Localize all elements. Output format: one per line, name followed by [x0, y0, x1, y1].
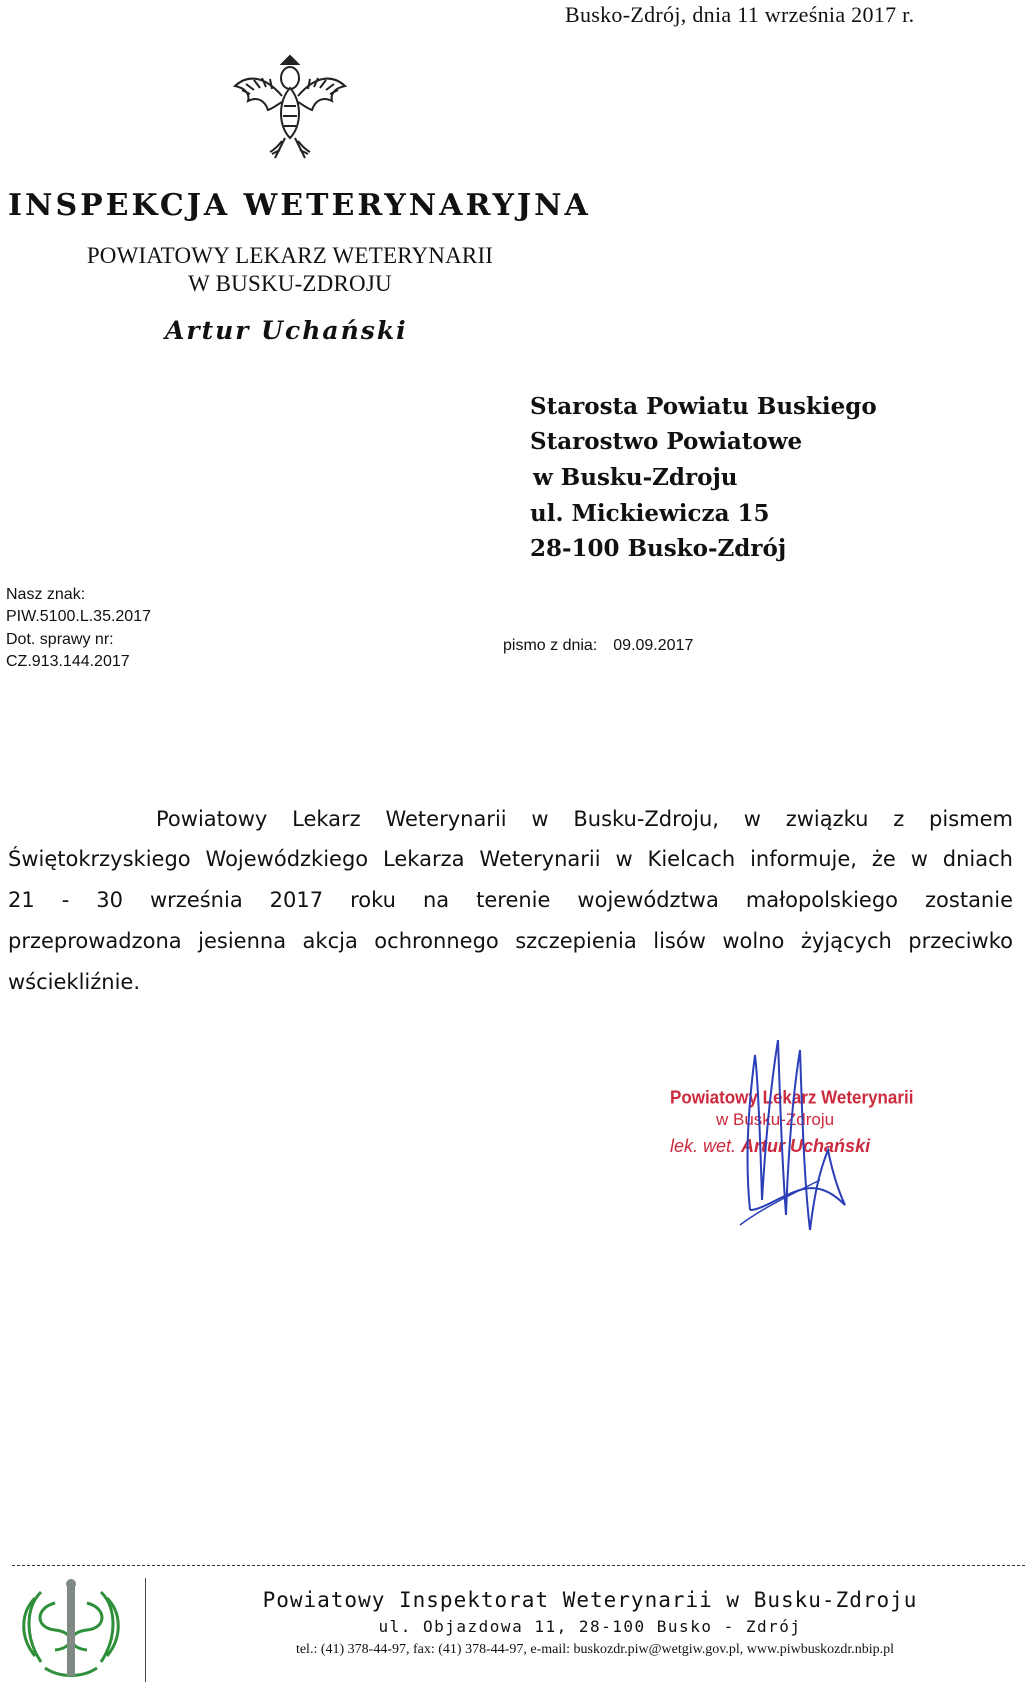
footer-contact: tel.: (41) 378-44-97, fax: (41) 378-44-97, e-mail: buskozdr.piw@wetgiw.gov.pl, www.piwbuskozdr.nbip.pl — [295, 1642, 895, 1657]
agency-title: INSPEKCJA WETERYNARYJNA — [8, 188, 591, 223]
case-number-value: CZ.913.144.2017 — [6, 653, 130, 670]
footer-vertical-rule — [145, 1578, 146, 1682]
addressee-street: ul. Mickiewicza 15 — [530, 500, 770, 527]
body-line: Powiatowy Lekarz Weterynarii w Busku-Zdroju, w związku z pismem — [156, 807, 1013, 831]
handwritten-signature — [720, 1010, 880, 1240]
body-line: 21 - 30 września 2017 roku na terenie województwa małopolskiego zostanie — [8, 888, 1013, 912]
office-name-line2: W BUSKU-ZDROJU — [188, 271, 392, 296]
stamp-line2: w Busku-Zdroju — [716, 1110, 835, 1129]
official-name: Artur Uchański — [165, 316, 408, 345]
footer-address: ul. Objazdowa 11, 28-100 Busko - Zdrój — [378, 1617, 802, 1636]
polish-eagle-emblem-icon — [230, 46, 350, 171]
case-number-label: Dot. sprawy nr: — [6, 631, 114, 648]
office-name-line1: POWIATOWY LEKARZ WETERYNARII — [86, 243, 494, 268]
addressee-line1: Starosta Powiatu Buskiego — [530, 393, 877, 420]
stamp-line1: Powiatowy Lekarz Weterynarii — [670, 1087, 914, 1108]
stamp-title: lek. wet. — [670, 1136, 737, 1156]
addressee-line2: Starostwo Powiatowe — [530, 428, 803, 455]
referenced-letter-date-value: 09.09.2017 — [613, 637, 694, 654]
footer-institution: Powiatowy Inspektorat Weterynarii w Busku-Zdroju — [262, 1588, 918, 1612]
veterinary-caduceus-logo-icon — [15, 1578, 127, 1682]
letter-date-place: Busko-Zdrój, dnia 11 września 2017 r. — [565, 2, 915, 27]
addressee-postcode-city: 28-100 Busko-Zdrój — [530, 535, 787, 562]
our-ref-label: Nasz znak: — [6, 586, 86, 603]
body-line: przeprowadzona jesienna akcja ochronnego szczepienia lisów wolno żyjących przeciwko — [8, 929, 1013, 953]
referenced-letter-date-label: pismo z dnia: — [503, 637, 598, 654]
referenced-letter-date — [503, 637, 693, 655]
addressee-line3: w Busku-Zdroju — [533, 464, 738, 491]
stamp-name: Artur Uchański — [741, 1136, 871, 1156]
our-ref-value: PIW.5100.L.35.2017 — [6, 608, 151, 625]
footer-divider — [12, 1565, 1025, 1566]
body-line: wściekliźnie. — [8, 970, 141, 994]
body-line: Świętokrzyskiego Wojewódzkiego Lekarza Weterynarii w Kielcach informuje, że w dniach — [8, 847, 1013, 871]
